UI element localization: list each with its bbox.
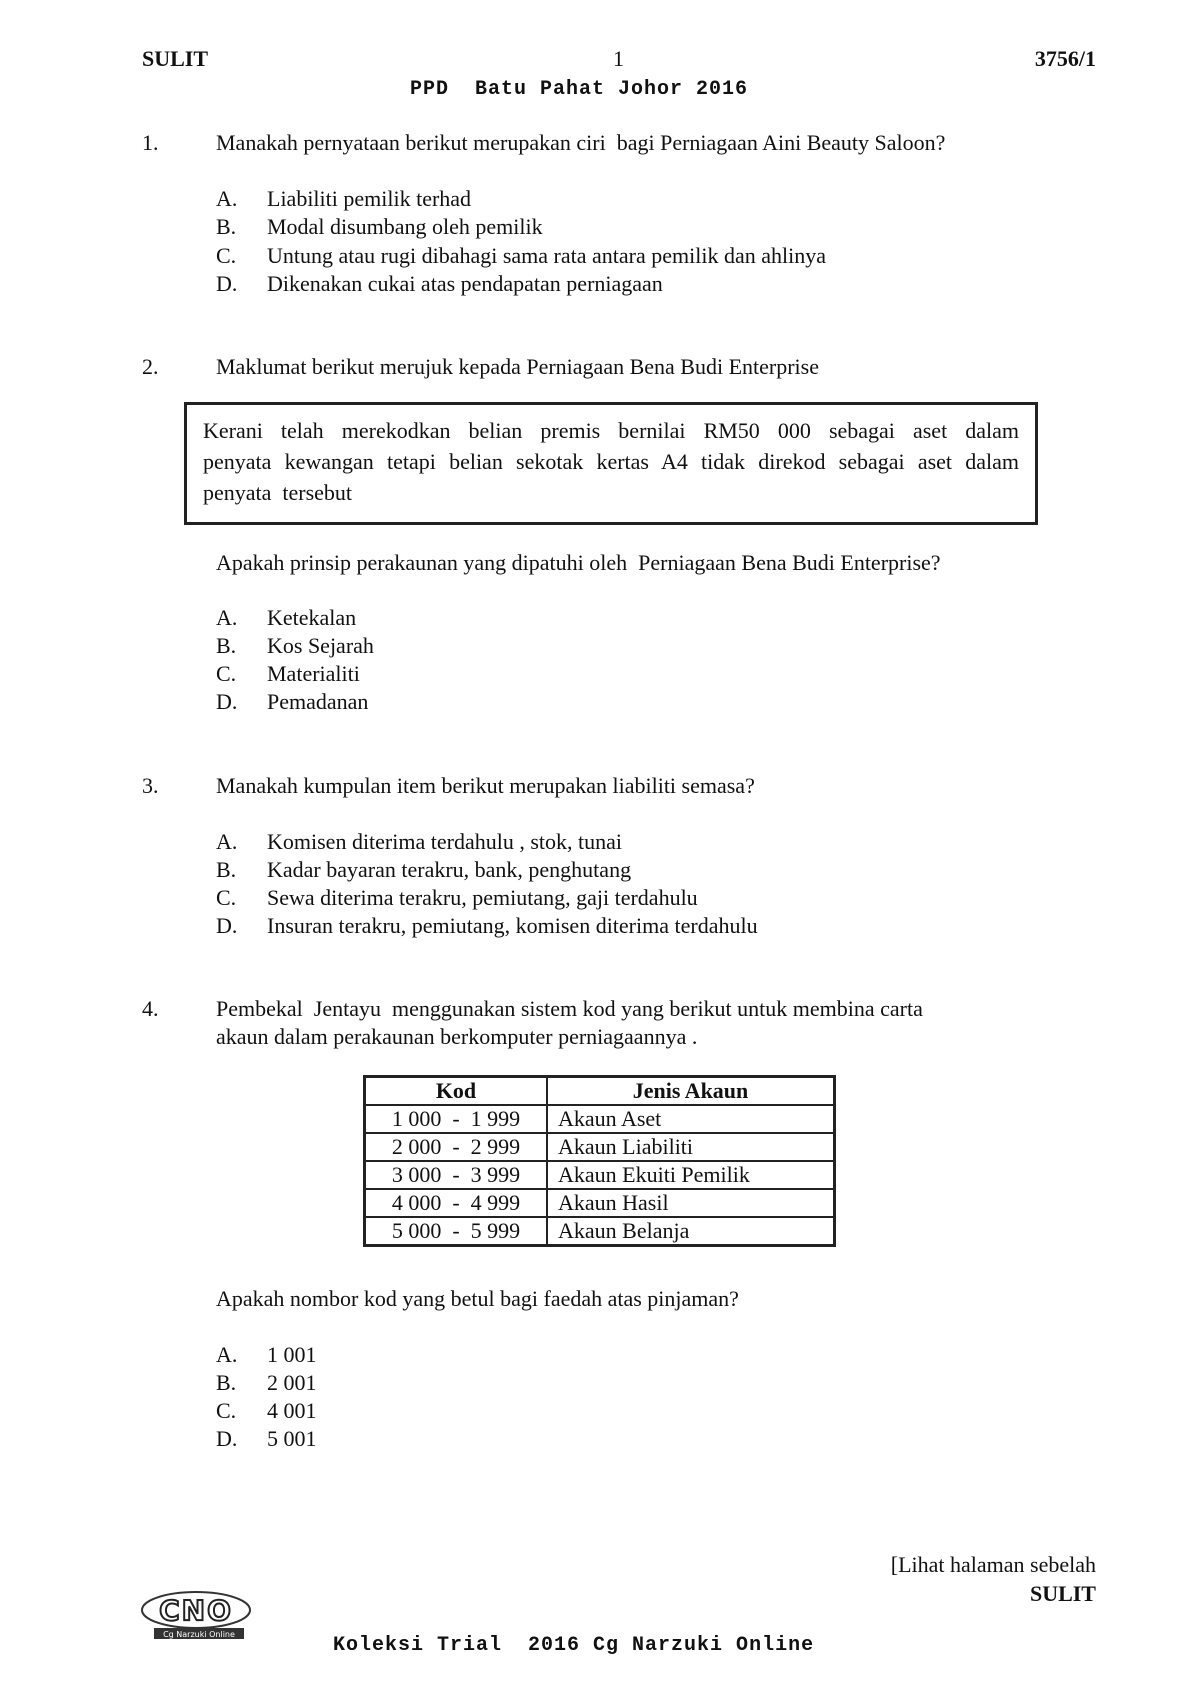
footer-classification: SULIT (1029, 1581, 1096, 1606)
info-box-line: penyata kewangan tetapi belian sekotak kertas A4 tidak direkod sebagai aset dalam (203, 449, 1019, 474)
table-cell-jenis: Akaun Aset (547, 1105, 835, 1133)
option-text: Komisen diterima terdahulu , stok, tunai (267, 829, 622, 854)
option-b[interactable] (216, 857, 631, 883)
svg-text:Cg Narzuki Online: Cg Narzuki Online (163, 1630, 235, 1639)
option-letter: C. (216, 885, 237, 910)
option-c[interactable] (216, 885, 698, 911)
option-letter: D. (216, 689, 238, 714)
option-text: 5 001 (267, 1426, 317, 1451)
option-letter: B. (216, 1370, 237, 1395)
question-text: Manakah pernyataan berikut merupakan ciri bagi Perniagaan Aini Beauty Saloon? (216, 130, 946, 155)
option-c[interactable] (216, 1398, 317, 1424)
option-text: Kos Sejarah (267, 633, 374, 658)
option-b[interactable] (216, 1370, 317, 1396)
option-text: Insuran terakru, pemiutang, komisen diterima terdahulu (267, 913, 758, 938)
option-text: Dikenakan cukai atas pendapatan perniagaan (267, 271, 663, 296)
option-letter: A. (216, 829, 238, 854)
question-text-line-1: Pembekal Jentayu menggunakan sistem kod yang berikut untuk membina carta (216, 996, 923, 1021)
table-cell-jenis: Akaun Ekuiti Pemilik (547, 1161, 835, 1189)
question-prompt: Apakah nombor kod yang betul bagi faedah atas pinjaman? (216, 1286, 739, 1311)
option-letter: D. (216, 271, 238, 296)
option-c[interactable] (216, 661, 360, 687)
option-d[interactable] (216, 271, 663, 297)
option-c[interactable] (216, 243, 826, 269)
question-text: Maklumat berikut merujuk kepada Perniagaan Bena Budi Enterprise (216, 354, 819, 379)
option-letter: A. (216, 186, 238, 211)
question-number: 2. (142, 354, 159, 379)
option-text: 1 001 (267, 1342, 317, 1367)
option-text: 2 001 (267, 1370, 317, 1395)
table-row (365, 1105, 835, 1133)
table-row (365, 1161, 835, 1189)
option-text: 4 001 (267, 1398, 317, 1423)
option-text: Pemadanan (267, 689, 369, 714)
table-row (365, 1217, 835, 1246)
table-cell-kod: 5 000 - 5 999 (365, 1217, 548, 1246)
cno-logo-graphic (140, 1590, 252, 1640)
header-classification: SULIT (142, 46, 209, 71)
option-a[interactable] (216, 186, 471, 212)
table-cell-jenis: Akaun Liabiliti (547, 1133, 835, 1161)
question-text-line-2: akaun dalam perakaunan berkomputer perniagaannya . (216, 1024, 698, 1049)
option-text: Kadar bayaran terakru, bank, penghutang (267, 857, 632, 882)
table-header-kod: Kod (365, 1077, 548, 1106)
next-page-note: [Lihat halaman sebelah (890, 1552, 1096, 1577)
option-letter: B. (216, 214, 237, 239)
table-cell-kod: 1 000 - 1 999 (365, 1105, 548, 1133)
header-subtitle: PPD Batu Pahat Johor 2016 (410, 78, 749, 101)
account-code-table (363, 1075, 836, 1247)
option-letter: A. (216, 1342, 238, 1367)
option-letter: C. (216, 243, 237, 268)
option-d[interactable] (216, 913, 758, 939)
question-number: 3. (142, 773, 159, 798)
option-text: Untung atau rugi dibahagi sama rata antara pemilik dan ahlinya (267, 243, 826, 268)
option-text: Materialiti (267, 661, 360, 686)
table-cell-kod: 2 000 - 2 999 (365, 1133, 548, 1161)
table-cell-jenis: Akaun Belanja (547, 1217, 835, 1246)
paper-code: 3756/1 (1034, 46, 1096, 71)
option-letter: D. (216, 1426, 238, 1451)
table-row (365, 1189, 835, 1217)
info-box-line: penyata tersebut (203, 480, 353, 505)
option-letter: C. (216, 1398, 237, 1423)
question-number: 1. (142, 130, 159, 155)
option-a[interactable] (216, 829, 622, 855)
option-d[interactable] (216, 689, 368, 715)
option-letter: B. (216, 633, 237, 658)
cno-logo (140, 1590, 252, 1640)
option-text: Ketekalan (267, 605, 357, 630)
option-letter: D. (216, 913, 238, 938)
footer-collection: Koleksi Trial 2016 Cg Narzuki Online (333, 1634, 815, 1657)
page-number: 1 (613, 46, 624, 71)
table-row (365, 1133, 835, 1161)
option-b[interactable] (216, 633, 374, 659)
svg-text:CNO: CNO (159, 1594, 233, 1627)
option-b[interactable] (216, 214, 543, 240)
table-cell-kod: 3 000 - 3 999 (365, 1161, 548, 1189)
option-text: Liabiliti pemilik terhad (267, 186, 472, 211)
table-header-jenis-akaun: Jenis Akaun (547, 1077, 835, 1106)
info-box-line: Kerani telah merekodkan belian premis bernilai RM50 000 sebagai aset dalam (203, 418, 1019, 443)
question-prompt: Apakah prinsip perakaunan yang dipatuhi oleh Perniagaan Bena Budi Enterprise? (216, 550, 941, 575)
option-text: Modal disumbang oleh pemilik (267, 214, 543, 239)
option-d[interactable] (216, 1426, 317, 1452)
option-letter: B. (216, 857, 237, 882)
info-box (184, 402, 1038, 525)
question-text: Manakah kumpulan item berikut merupakan liabiliti semasa? (216, 773, 755, 798)
option-a[interactable] (216, 605, 356, 631)
table-header-row (365, 1077, 835, 1106)
table-cell-jenis: Akaun Hasil (547, 1189, 835, 1217)
option-a[interactable] (216, 1342, 317, 1368)
question-number: 4. (142, 996, 159, 1021)
option-letter: A. (216, 605, 238, 630)
option-letter: C. (216, 661, 237, 686)
table-cell-kod: 4 000 - 4 999 (365, 1189, 548, 1217)
option-text: Sewa diterima terakru, pemiutang, gaji terdahulu (267, 885, 698, 910)
